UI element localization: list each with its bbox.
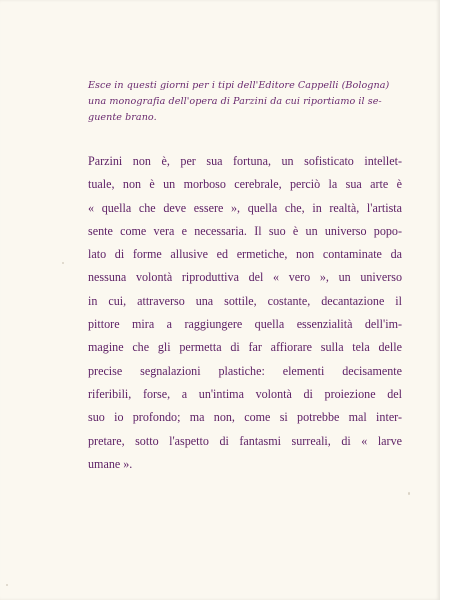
passage-line: pittore mira a raggiungere quella essenzialità dell'im- <box>88 317 402 332</box>
passage-line: Parzini non è, per sua fortuna, un sofisticato intellet- <box>88 154 402 168</box>
passage-line: in cui, attraverso una sottile, costante, decantazione il <box>88 293 402 308</box>
intro-line: una monografia dell'opera di Parzini da cui riportiamo il se- <box>88 96 382 107</box>
paper-speck <box>62 262 64 264</box>
passage-line: precise segnalazioni plastiche: elementi decisamente <box>88 363 402 378</box>
passage-line: nessuna volontà riproduttiva del « vero », un universo <box>88 270 402 285</box>
page-edge <box>440 0 450 600</box>
intro-note <box>88 78 398 126</box>
passage-line: « quella che deve essere », quella che, in realtà, l'artista <box>88 200 402 215</box>
intro-line: Esce in questi giorni per i tipi dell'Editore Cappelli (Bologna) <box>88 80 390 91</box>
passage-line: suo io profondo; ma non, come si potrebbe mal inter- <box>88 410 402 425</box>
quoted-passage <box>88 150 402 476</box>
passage-line: magine che gli permetta di far affiorare sulla tela delle <box>88 340 402 355</box>
passage-line: tuale, non è un morboso cerebrale, perciò la sua arte è <box>88 177 402 192</box>
passage-line: pretare, sotto l'aspetto di fantasmi surreali, di « larve <box>88 433 402 448</box>
passage-line: riferibili, forse, a un'intima volontà di proiezione del <box>88 386 402 401</box>
passage-line: umane ». <box>88 456 133 471</box>
intro-line: guente brano. <box>88 112 157 123</box>
passage-line: lato di forme allusive ed ermetiche, non contaminate da <box>88 247 402 262</box>
paper-speck <box>408 492 410 495</box>
passage-line: sente come vera e necessaria. Il suo è un universo popo- <box>88 223 402 238</box>
paper-speck <box>6 584 8 586</box>
